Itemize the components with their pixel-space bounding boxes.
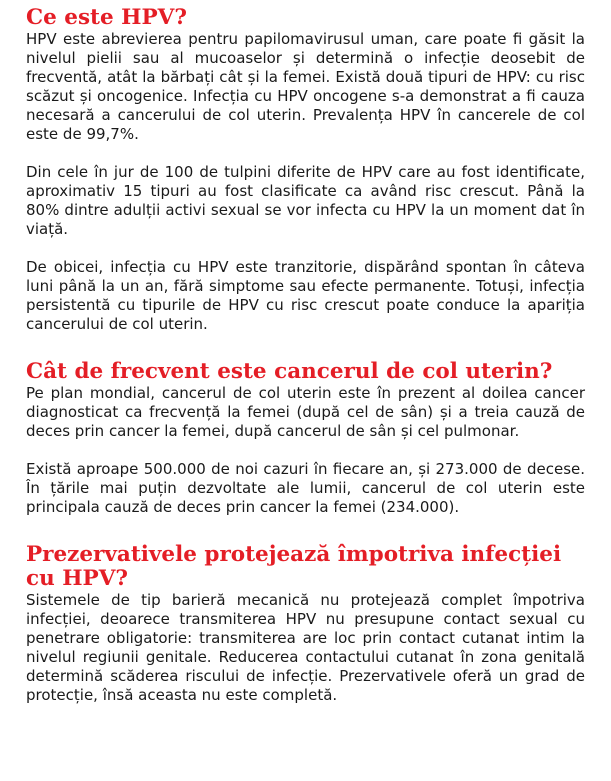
paragraph: HPV este abrevierea pentru papilomavirusul uman, care poate fi găsit la nivelul pielii sau al mucoaselor și determină o infecție deosebit de frecventă, atât la bărbați cât și la femei. Există două tipuri de HPV: cu risc scăzut și oncogenice. Infecția cu HPV oncogene s-a demonstrat a fi cauza necesară a cancerului de col uterin. Prevalența HPV în cancerele de col este de 99,7%. (26, 30, 585, 143)
paragraph: Sistemele de tip barieră mecanică nu protejează complet împotriva infecției, deoarece transmiterea HPV nu presupune contact sexual cu penetrare obligatorie: transmiterea are loc prin contact cutanat intim la nivelul regiunii genitale. Reducerea contactului cutanat în zona genitală determină scăderea riscului de infecție. Prezervativele oferă un grad de protecție, însă aceasta nu este completă. (26, 591, 585, 704)
section-frequency (26, 360, 585, 517)
section-condoms (26, 543, 585, 705)
section-heading: Prezervativele protejează împotriva infecției cu HPV? (26, 542, 562, 591)
section-heading: Ce este HPV? (26, 5, 187, 30)
section-what-is-hpv (26, 6, 585, 334)
paragraph: Există aproape 500.000 de noi cazuri în fiecare an, și 273.000 de decese. În țările mai puțin dezvoltate ale lumii, cancerul de col uterin este principala cauză de deces prin cancer la femei (234.000). (26, 460, 585, 516)
paragraph: Pe plan mondial, cancerul de col uterin este în prezent al doilea cancer diagnosticat ca frecvență la femei (după cel de sân) și a treia cauză de deces prin cancer la femei, după cancerul de sân și cel pulmonar. (26, 384, 585, 440)
paragraph: De obicei, infecția cu HPV este tranzitorie, dispărând spontan în câteva luni până la un an, fără simptome sau efecte permanente. Totuși, infecția persistentă cu tipurile de HPV cu risc crescut poate conduce la apariția cancerului de col uterin. (26, 258, 585, 333)
paragraph: Din cele în jur de 100 de tulpini diferite de HPV care au fost identificate, aproximativ 15 tipuri au fost clasificate ca având risc crescut. Până la 80% dintre adulții activi sexual se vor infecta cu HPV la un moment dat în viață. (26, 163, 585, 238)
section-heading: Cât de frecvent este cancerul de col uterin? (26, 359, 553, 384)
